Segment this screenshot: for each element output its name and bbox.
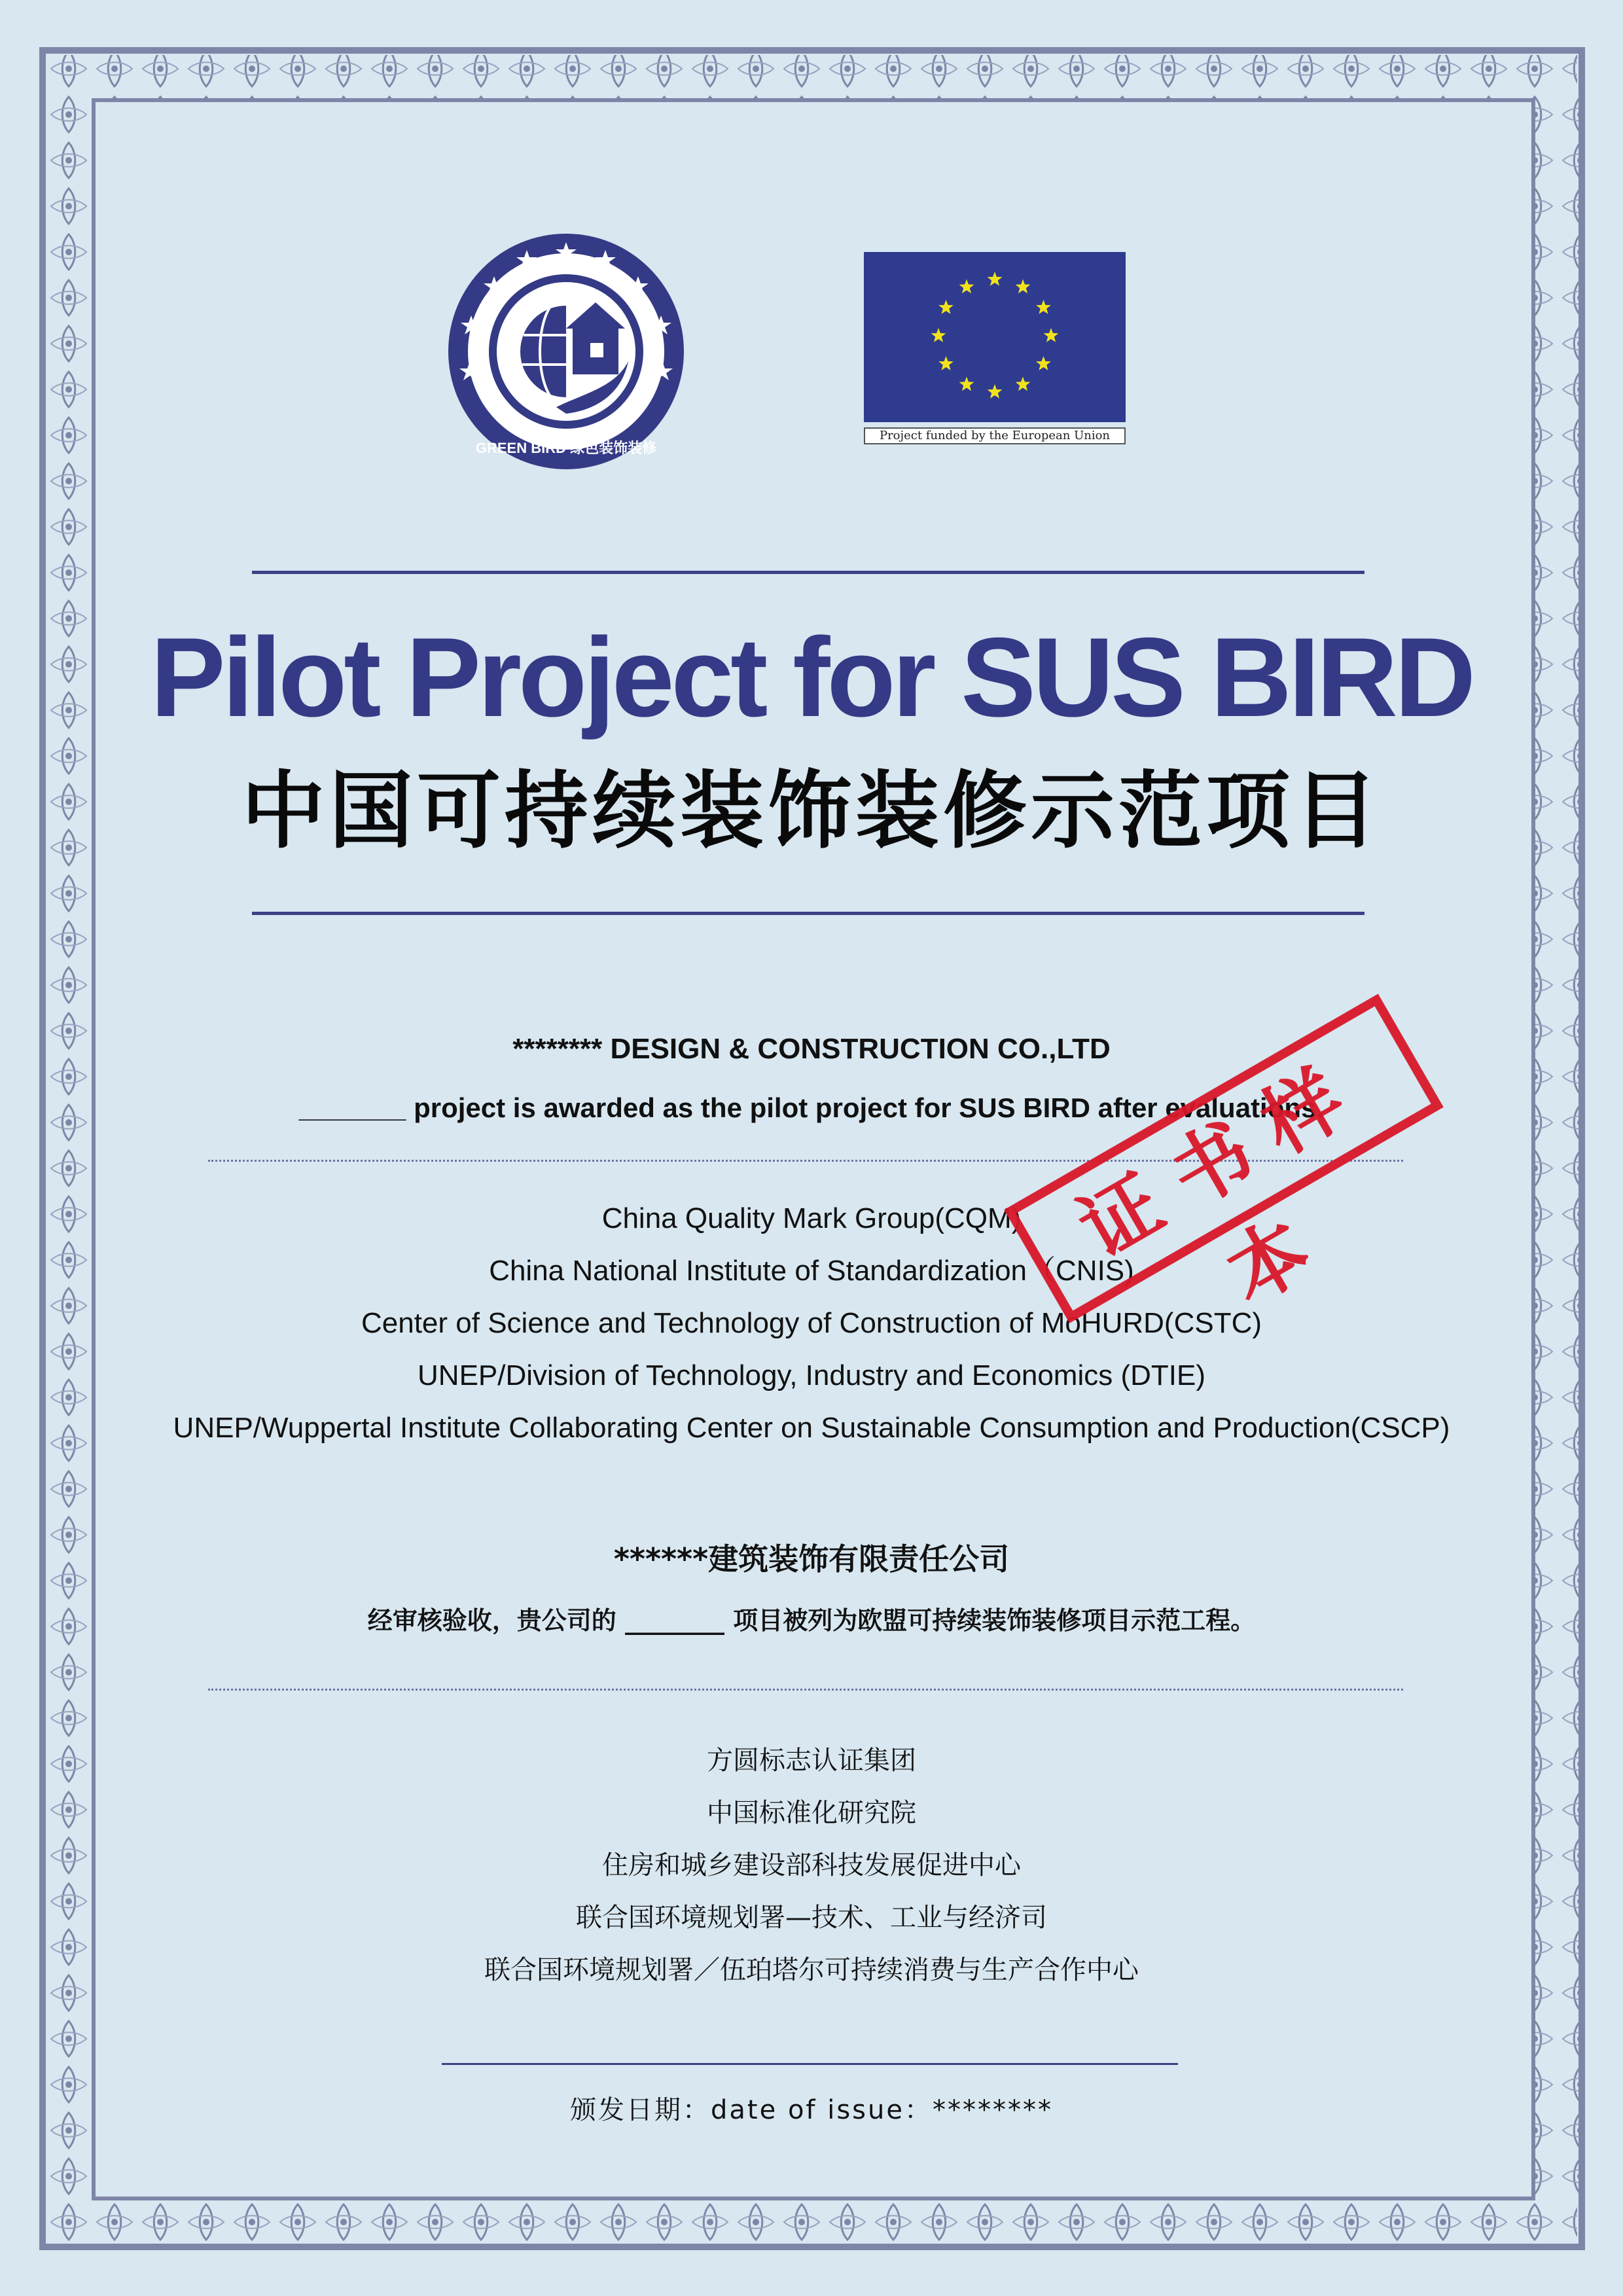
organization-cn: 方圆标志认证集团 (707, 1746, 916, 1776)
organization-en: UNEP/Wuppertal Institute Collaborating Center on Sustainable Consumption and Production(CSCP) (173, 1412, 1450, 1444)
green-bird-logo-text: GREEN BIRD 绿色装饰装修 (475, 440, 657, 456)
green-bird-logo (445, 230, 687, 473)
eu-star-icon (988, 384, 1003, 399)
organization-cn: 住房和城乡建设部科技发展促进中心 (602, 1850, 1021, 1880)
title-chinese: 中国可持续装饰装修示范项目 (241, 762, 1382, 860)
company-name-cn: ******建筑装饰有限责任公司 (613, 1541, 1010, 1577)
organization-cn: 联合国环境规划署—技术、工业与经济司 (576, 1903, 1047, 1933)
organization-en: China National Institute of Standardization（CNIS) (489, 1255, 1134, 1287)
organization-cn: 联合国环境规划署／伍珀塔尔可持续消费与生产合作中心 (484, 1955, 1139, 1985)
organization-en: China Quality Mark Group(CQM) (601, 1202, 1022, 1234)
eu-star-icon (1036, 356, 1051, 370)
eu-star-icon (1016, 377, 1031, 391)
eu-star-icon (959, 377, 974, 391)
eu-flag-block (864, 252, 1126, 444)
eu-star-icon (1036, 300, 1051, 314)
eu-stars-icon (864, 252, 1126, 422)
eu-caption: Project funded by the European Union (864, 427, 1126, 444)
organization-cn: 中国标准化研究院 (707, 1798, 916, 1828)
issue-date: 颁发日期：date of issue：******** (570, 2095, 1053, 2125)
award-statement-en: _______ project is awarded as the pilot project for SUS BIRD after evaluations. (298, 1092, 1325, 1123)
award-statement-cn: 经审核验收，贵公司的 ________ 项目被列为欧盟可持续装饰装修项目示范工程。 (367, 1606, 1256, 1635)
eu-star-icon (988, 272, 1003, 286)
sample-stamp: 证书样本 (1004, 994, 1444, 1323)
organization-en: Center of Science and Technology of Construction of MoHURD(CSTC) (361, 1307, 1262, 1339)
eu-flag (864, 252, 1126, 422)
title-bottom-rule (252, 912, 1364, 915)
eu-star-icon (1016, 279, 1031, 294)
title-top-rule (252, 571, 1364, 574)
eu-star-icon (938, 300, 954, 314)
eu-star-icon (959, 279, 974, 294)
title-english: Pilot Project for SUS BIRD (150, 615, 1473, 740)
company-name-en: ******** DESIGN & CONSTRUCTION CO.,LTD (512, 1033, 1111, 1065)
divider-dotted-2 (208, 1689, 1403, 1691)
eu-star-icon (1044, 328, 1059, 342)
eu-star-icon (931, 328, 946, 342)
signature-line (442, 2063, 1178, 2065)
organizations-cn-list (0, 1734, 1623, 1996)
organizations-en-list (0, 1193, 1623, 1454)
eu-star-icon (938, 356, 954, 370)
organization-en: UNEP/Division of Technology, Industry and Economics (DTIE) (418, 1359, 1205, 1391)
